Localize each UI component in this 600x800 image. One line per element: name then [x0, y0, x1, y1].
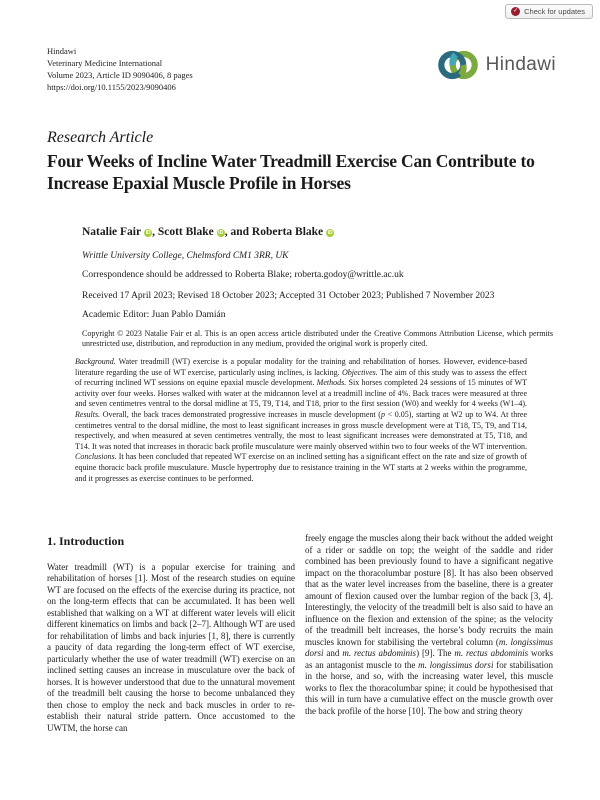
text-segment: freely engage the muscles along their back without the added weight of a rider or saddle on top; the weight of the saddle and rider combined has been previously found to have a significant negative impact on the thoracolumbar posture [8]. It has also been observed that as the water level increases from the baseline, there is a greater amount of flexion caused over the lumbar region of the back [3, 4]. Interestingly, the velocity of the treadmill belt is also said to have an influence on the flexion and extension of the spine; as the velocity of the treadmill belt increases, the horse’s body recruits the main muscles known for stabilising the vertebral column ( [305, 533, 553, 647]
text-segment: Roberta Blake [251, 226, 324, 238]
check-for-updates-button[interactable] [505, 4, 593, 19]
article-type-label: Research Article [47, 129, 154, 146]
text-segment: Natalie Fair [82, 226, 142, 238]
section-heading-introduction: 1. Introduction [47, 534, 125, 548]
text-segment: , [152, 226, 158, 238]
text-segment: Objectives. [341, 367, 378, 377]
logo-wordmark: Hindawi [485, 54, 556, 75]
intro-paragraph-right [305, 533, 553, 717]
text-segment: for stabilisation in the horse, and so, with the increasing water level, this muscle works to flex the thoracolumbar spine; it could be hypothesised that this will in turn have a cumulative effect on the muscle growth over the back profile of the horse [10]. The bow and string theory [305, 659, 553, 716]
text-segment: Background. [75, 357, 116, 366]
text-segment: Results. [75, 409, 101, 419]
doi-link[interactable]: https://doi.org/10.1155/2023/9090406 [47, 82, 176, 92]
intro-paragraph-left [47, 562, 295, 735]
hindawi-rings-icon [437, 47, 479, 83]
history-line: Received 17 April 2023; Revised 18 October 2023; Accepted 31 October 2023; Published 7 November 2023 [82, 291, 495, 301]
body-column-right [305, 533, 553, 734]
text-segment: It has been concluded that repeated WT exercise on an inclined setting has a significant effect on the rate and size of growth of equine thoracic back profile musculature. Muscle hypertrophy due to resistance training in the WT starts at 2 weeks within the programme, and it progresses as exercise continues to be performed. [75, 452, 527, 483]
masthead [47, 45, 193, 93]
orcid-icon[interactable]: iD [145, 230, 151, 236]
text-segment: Overall, the back traces demonstrated progressive increases in muscle development ( [100, 409, 381, 419]
text-segment: m. rectus abdominis [454, 648, 529, 658]
crossmark-icon: ✓ [513, 8, 519, 14]
text-segment: m. longissimus dorsi [418, 659, 494, 670]
academic-editor-line: Academic Editor: Juan Pablo Damián [82, 310, 226, 320]
text-segment: Scott Blake [157, 226, 214, 238]
hindawi-logo [437, 47, 556, 83]
correspondence-line: Correspondence should be addressed to Roberta Blake; roberta.godoy@writtle.ac.uk [82, 270, 404, 280]
text-segment: p [380, 409, 385, 419]
affiliation-line: Writtle University College, Chelmsford CM1 3RR, UK [82, 251, 289, 261]
text-segment: m. longissimus dorsi [305, 636, 553, 658]
orcid-icon[interactable]: iD [327, 230, 333, 236]
body-columns [47, 533, 553, 734]
journal-name: Veterinary Medicine International [47, 58, 163, 68]
authors-line [82, 226, 553, 238]
article-title: Four Weeks of Incline Water Treadmill Exercise Can Contribute to Increase Epaxial Muscle Profile in Horses [47, 151, 535, 193]
text-segment: ) [9]. The [416, 648, 455, 658]
text-segment: m. rectus abdominis [342, 648, 417, 658]
volume-info: Volume 2023, Article ID 9090406, 8 pages [47, 70, 193, 80]
text-segment: < 0.05), starting at W2 up to W4. At three centimetres ventral to the dorsal midline, the most to least significant increases in gross muscle development were at T18, T5, T9, and T14, respectively, and when measured at seven centimetres ventrally, the most to least significant increases were demonstrated at T5, T18, and T14. It was noted that increases in thoracic back profile musculature were mainly observed within two to four weeks of the WT intervention. [75, 409, 527, 451]
text-segment: and [323, 648, 343, 658]
body-column-left [47, 533, 295, 734]
text-segment: Methods. [316, 378, 347, 388]
text-segment: Conclusions. [75, 452, 117, 462]
copyright-line: Copyright © 2023 Natalie Fair et al. This is an open access article distributed under the Creative Commons Attribution License, which permits unrestricted use, distribution, and reproduction in any medium, provided the original work is properly cited. [82, 329, 553, 348]
text-segment: , and [224, 226, 252, 238]
abstract [75, 357, 527, 484]
orcid-icon[interactable]: iD [218, 230, 224, 236]
article-meta [82, 226, 553, 348]
publisher-name: Hindawi [47, 46, 77, 56]
text-segment: works as an antagonist muscle to the [305, 648, 553, 670]
text-segment: Water treadmill (WT) is a popular exercise for training and rehabilitation of horses [1]. Most of the research studies on equine WT are focused on the effects of the exercise during its practice, not on the long-term effects that can be accumulated. It has been well established that walking on a WT at different water levels will elicit different kinematics on limbs and back [2–7]. Although WT are used for rehabilitation of limbs and back injuries [1, 8], there is currently a paucity of data regarding the long-term effect of WT exercise, particularly whether the use of water treadmill (WT) exercise on an inclined setting causes an increase in musculature over the back of horses. It is however understood that due to the unnatural movement of the treadmill belt causing the horse to become unbalanced they then chose to employ the neck and back muscles in order to re-establish their natural stride pattern. Once accustomed to the UWTM, the horse can [47, 561, 295, 733]
text-segment: The aim of this study was to assess the effect of recurring inclined WT sessions on equine epaxial muscle development. [75, 367, 528, 388]
text-segment: Water treadmill (WT) exercise is a popular modality for the training and rehabilitation of horses. However, evidence-based literature regarding the use of WT exercise, particularly using inclines, is lacking. [75, 357, 527, 377]
check-for-updates-label: Check for updates [524, 7, 585, 16]
text-segment: Six horses completed 24 sessions of 15 minutes of WT activity over four weeks. Horses walked with water at the midcannon level at a treadmill incline of 4%. Back traces were measured at three and seven centimetres ventral to the dorsal midline at T5, T9, T14, and T18, prior to the first session (W0) and weekly for 4 weeks (W1–4). [75, 378, 527, 409]
